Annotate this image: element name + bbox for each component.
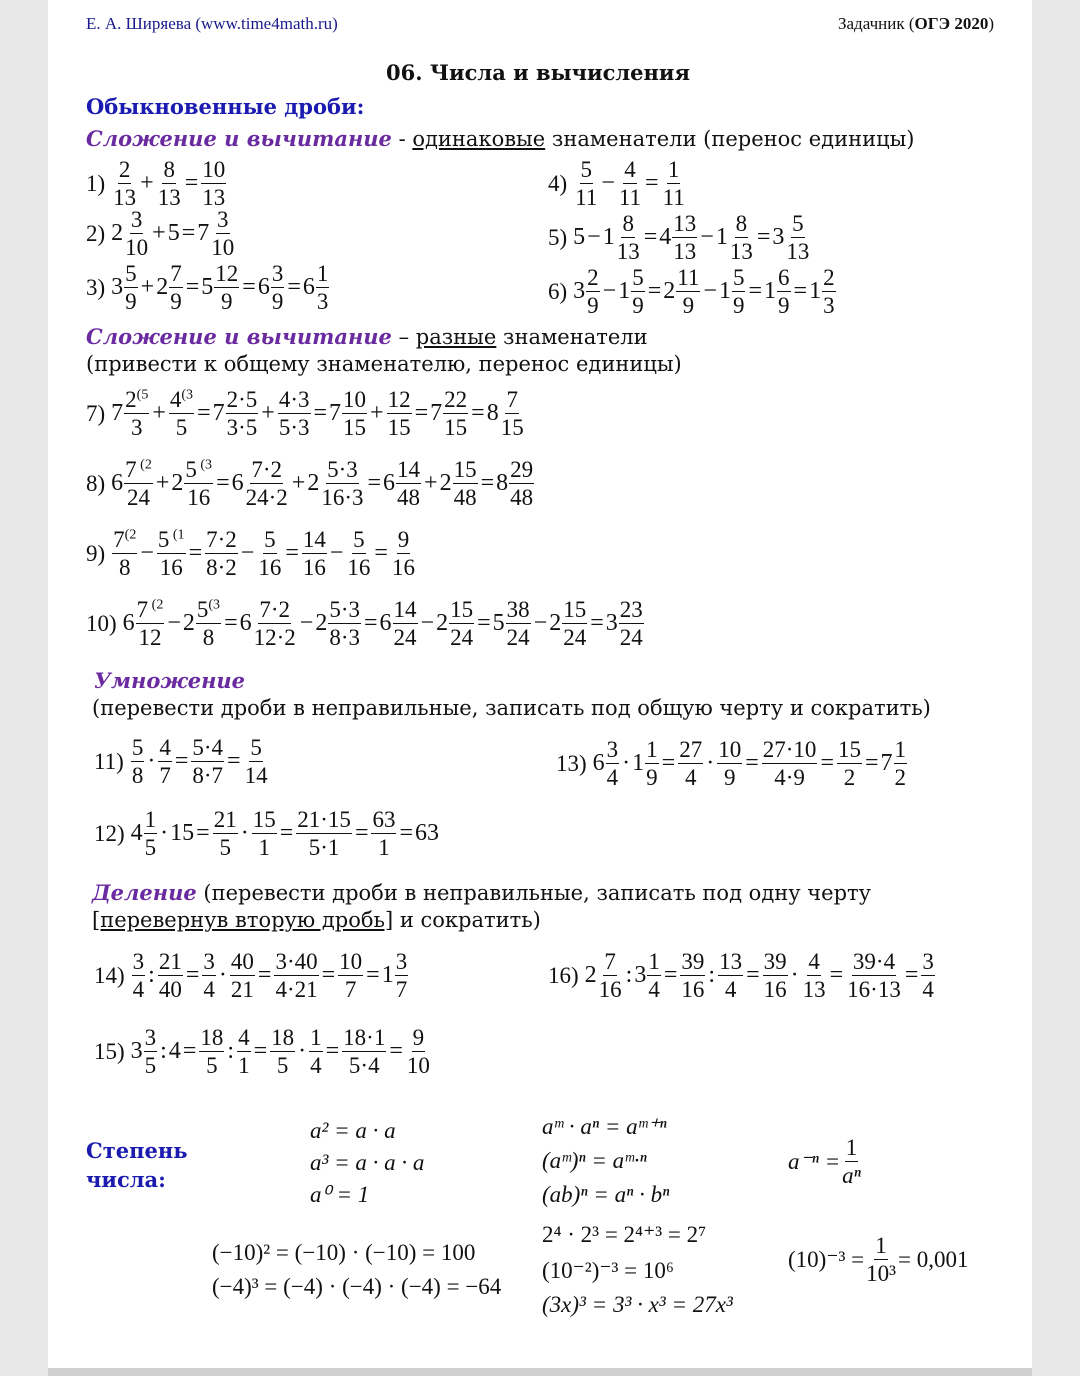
- section-powers: Степень числа:: [86, 1138, 188, 1193]
- power-example-5: (3x)³ = 3³ · x³ = 27x³: [542, 1292, 733, 1317]
- page-bottom-edge: [48, 1368, 1032, 1376]
- problem-9: 9) 7$^{(2}$ 8 − $\frac{5 ^{(1}}{16}$ = $\frac{7\cdot 2}{8\cdot 2}$ − $\frac{5}{16}$ = $\frac{14}{16}$ − $\frac{5}{16}$ = $\frac{9}{16}$: [86, 527, 415, 580]
- subsection-multiplication-note: (перевести дроби в неправильные, записать под общую черту и сократить): [92, 696, 931, 720]
- power-example-6: (10)⁻³ = $\frac{1}{\text{10³}}$ = 0,001: [788, 1233, 969, 1286]
- header-book: Задачник (ОГЭ 2020): [838, 14, 994, 33]
- problem-2: 2) 2 3 10 + 5 = 7 $\frac{3}{10}$: [86, 207, 235, 260]
- power-example-4: (10⁻²)⁻³ = 10⁶: [542, 1258, 674, 1283]
- power-rule-zero: a⁰ = 1: [310, 1182, 370, 1207]
- section-fractions: Обыкновенные дроби:: [86, 94, 365, 119]
- problem-10: 10) 6 7 $^{(2}$ 12 − 2 $\frac{5^{(3}}{8}$ = 6 $\frac{7\cdot 2}{12\cdot 2}$ − 2 $\frac{5\cdot 3}{8\cdot 3}$ = 6 $\frac{14}{24}$ − 2 $\frac{15}{24}$ = 5 $\frac{38}{24}$ − 2 $\frac{15}{24}$ = 3 $\frac{23}{24}$: [86, 597, 643, 650]
- problem-12: 12) 4 1 5 · 15 = $\frac{21}{5}$ · $\frac{15}{1}$ = $\frac{21\cdot 15}{5\cdot 1}$ = $\frac{63}{1}$ = 63: [94, 807, 440, 860]
- problem-11: 11) 5 8 · $\frac{4}{7}$ = $\frac{5\cdot 4}{8\cdot 7}$ = $\frac{5}{14}$: [94, 735, 268, 788]
- problem-1: 1) 2 13 + $\frac{8}{13}$ = $\frac{10}{13}$: [86, 157, 226, 210]
- problem-7: 7) 7 2$^{(5}$ 3 + $\frac{4^{(3}}{5}$ = 7 $\frac{2\cdot 5}{3\cdot 5}$ + $\frac{4\cdot 3}{5\cdot 3}$ = 7 $\frac{10}{15}$ + $\frac{12}{15}$ = 7 $\frac{22}{15}$ = 8 $\frac{7}{15}$: [86, 387, 524, 440]
- document-page: [48, 0, 1032, 1368]
- problem-15: 15) 3 3 5 : 4 = $\frac{18}{5}$ : $\frac{4}{1}$ = $\frac{18}{5}$ · $\frac{1}{4}$ = $\frac{18\cdot 1}{5\cdot 4}$ = $\frac{9}{10}$: [94, 1025, 430, 1078]
- problem-6: 6) 3 2 9 − 1 $\frac{5}{9}$ = 2 $\frac{11}{9}$ − 1 $\frac{5}{9}$ = 1 $\frac{6}{9}$ = 1 $\frac{2}{3}$: [548, 265, 835, 318]
- power-rule-power: (aᵐ)ⁿ = aᵐ·ⁿ: [542, 1148, 647, 1173]
- subsection-division: Деление (перевести дроби в неправильные, записать под одну черту: [92, 880, 872, 905]
- power-rule-ab: (ab)ⁿ = aⁿ · bⁿ: [542, 1182, 670, 1207]
- header-author: Е. А. Ширяева (www.time4math.ru): [86, 14, 338, 33]
- subsection-division-note: [перевернув вторую дробь] и сократить): [92, 908, 541, 932]
- power-rule-cube: a³ = a · a · a: [310, 1150, 425, 1175]
- subsection-multiplication: Умножение: [94, 668, 246, 693]
- subsection-same-denominators: Сложение и вычитание - одинаковые знаменатели (перенос единицы): [86, 126, 915, 151]
- problem-13: 13) 6 3 4 · 1 $\frac{1}{9}$ = $\frac{27}{4}$ · $\frac{10}{9}$ = $\frac{27\cdot 10}{4\cdot 9}$ = $\frac{15}{2}$ = 7 $\frac{1}{2}$: [556, 737, 907, 790]
- power-example-2: (−4)³ = (−4) · (−4) · (−4) = −64: [212, 1274, 502, 1299]
- problem-14: 14) 3 4 : $\frac{21}{40}$ = $\frac{3}{4}$ · $\frac{40}{21}$ = $\frac{3\cdot 40}{4\cdot 21}$ = $\frac{10}{7}$ = 1 $\frac{3}{7}$: [94, 949, 408, 1002]
- power-rule-product: aᵐ · aⁿ = aᵐ⁺ⁿ: [542, 1114, 667, 1139]
- problem-16: 16) 2 7 16 : 3 $\frac{1}{4}$ = $\frac{39}{16}$ : $\frac{13}{4}$ = $\frac{39}{16}$ · $\frac{4}{13}$ = $\frac{39\cdot 4}{16\cdot 13}$ = $\frac{3}{4}$: [548, 949, 934, 1002]
- problem-8: 8) 6 7 $^{(2}$ 24 + 2 $\frac{5 ^{(3}}{16}$ = 6 $\frac{7\cdot 2}{24\cdot 2}$ + 2 $\frac{5\cdot 3}{16\cdot 3}$ = 6 $\frac{14}{48}$ + 2 $\frac{15}{48}$ = 8 $\frac{29}{48}$: [86, 457, 534, 510]
- problem-5: 5) 5 − 1 $\frac{8}{13}$ = 4 $\frac{13}{13}$ − 1 $\frac{8}{13}$ = 3 $\frac{5}{13}$: [548, 211, 810, 264]
- problem-4: 4) 5 11 − $\frac{4}{11}$ = $\frac{1}{11}$: [548, 157, 685, 210]
- subsection-different-note: (привести к общему знаменателю, перенос единицы): [86, 352, 682, 376]
- problem-3: 3) 3 5 9 + 2 $\frac{7}{9}$ = 5 $\frac{12}{9}$ = 6 $\frac{3}{9}$ = 6 $\frac{1}{3}$: [86, 261, 329, 314]
- power-example-3: 2⁴ · 2³ = 2⁴⁺³ = 2⁷: [542, 1222, 707, 1247]
- power-rule-square: a² = a · a: [310, 1118, 396, 1143]
- power-example-1: (−10)² = (−10) · (−10) = 100: [212, 1240, 476, 1265]
- power-rule-negative: a⁻ⁿ = $\frac{1}{\text{aⁿ}}$: [788, 1135, 861, 1188]
- page-title: 06. Числа и вычисления: [386, 60, 690, 85]
- subsection-different-denominators: Сложение и вычитание – разные знаменатели: [86, 324, 648, 349]
